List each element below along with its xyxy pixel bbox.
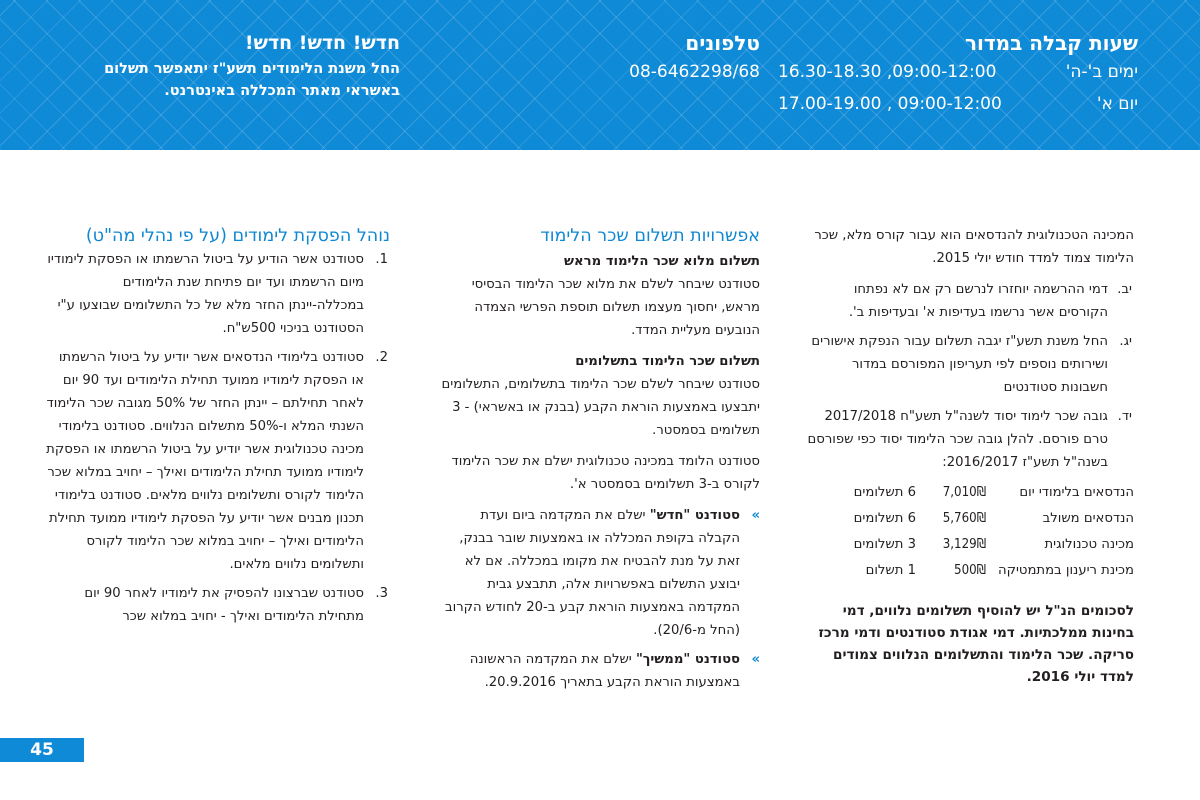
office-hours-block bbox=[778, 30, 1138, 120]
withdrawal-policy-column bbox=[45, 224, 390, 634]
fee-amount: 5,760₪ bbox=[942, 511, 986, 526]
full-payment-text: סטודנט שיבחר לשלם את מלוא שכר הלימוד הבסיסי מראש, יחסוך מעצמו תשלום תוספת הפרשי הצמדה הנובעים מעליית המדד. bbox=[471, 277, 760, 338]
installments-text: סטודנט שיבחר לשלם שכר הלימוד בתשלומים, התשלומים יתבצעו באמצעות הוראת הקבע (בבנק או באשראי) - 3 תשלומים בסמסטר. bbox=[441, 377, 760, 438]
prep-installments-text: סטודנט הלומד במכינה טכנולוגית ישלם את שכר הלימוד לקורס ב-3 תשלומים בסמסטר א'. bbox=[451, 454, 760, 492]
fees-note: לסכומים הנ"ל יש להוסיף תשלומים נלווים, דמי בחינות ממלכתיות. דמי אגודת סטודנטים ודמי מרכז סריקה. שכר הלימוד והתשלומים הנלווים צמודים למדד יולי 2016. bbox=[818, 603, 1134, 685]
fees-intro: המכינה הטכנולוגית להנדסאים הוא עבור קורס מלא, שכר הלימוד צמוד למדד חודש יולי 2015. bbox=[814, 228, 1134, 266]
phones-title: טלפונים bbox=[685, 31, 760, 55]
fee-amount: 3,129₪ bbox=[942, 537, 986, 552]
bullet-marker: » bbox=[751, 508, 760, 523]
fee-payments: 1 תשלום bbox=[865, 563, 916, 578]
phone-number: 08-6462298/68 bbox=[629, 62, 760, 82]
list-marker: 1. bbox=[375, 252, 388, 267]
fee-payments: 6 תשלומים bbox=[853, 485, 916, 500]
bullet-lead: סטודנט "ממשיך" bbox=[635, 652, 740, 667]
fee-amount: 500₪ bbox=[954, 563, 986, 578]
fees-rules-list bbox=[804, 278, 1134, 474]
office-hours-row bbox=[778, 56, 1138, 88]
news-text: החל משנת הלימודים תשע"ז יתאפשר תשלום באשראי מאתר המכללה באינטרנט. bbox=[104, 61, 400, 99]
office-hours-row bbox=[778, 88, 1138, 120]
table-row bbox=[804, 558, 1134, 584]
office-hours-times: 17.00-19.00 , 09:00-12:00 bbox=[778, 94, 1002, 114]
table-row bbox=[804, 480, 1134, 506]
withdrawal-policy-title: נוהל הפסקת לימודים (על פי נהלי מה"ט) bbox=[85, 226, 390, 246]
table-row bbox=[804, 506, 1134, 532]
list-text: דמי ההרשמה יוחזרו לנרשם רק אם לא נפתחו הקורסים אשר נרשמו בעדיפות א' ובעדיפות ב'. bbox=[848, 282, 1108, 320]
header-band bbox=[0, 0, 1200, 150]
list-text: סטודנט שברצונו להפסיק את לימודיו לאחר 90 יום מתחילת הלימודים ואילך - יחויב במלוא שכר bbox=[84, 586, 364, 624]
bullet-body: ישלם את המקדמה הראשונה באמצעות הוראת הקבע בתאריך 20.9.2016. bbox=[469, 652, 740, 690]
withdrawal-policy-list bbox=[45, 248, 390, 628]
fee-program: מכינה טכנולוגית bbox=[1044, 537, 1134, 552]
list-marker: יג. bbox=[1119, 334, 1132, 349]
payment-options-column bbox=[440, 224, 760, 700]
list-item bbox=[804, 405, 1134, 474]
office-hours-times: 16.30-18.30 ,09:00-12:00 bbox=[778, 62, 997, 82]
office-hours-days: ימים ב'-ה' bbox=[1065, 62, 1138, 82]
fees-table bbox=[804, 480, 1134, 584]
news-title: חדש! חדש! חדש! bbox=[244, 32, 400, 54]
list-item bbox=[45, 582, 390, 628]
news-block bbox=[70, 30, 400, 102]
list-text: החל משנת תשע"ז יגבה תשלום עבור הנפקת אישורים ושירותים נוספים לפי תעריפון המפורסם במדור חשבונות סטודנטים bbox=[811, 334, 1108, 395]
installments-heading: תשלום שכר הלימוד בתשלומים bbox=[575, 354, 760, 369]
bullet-text bbox=[440, 504, 740, 642]
list-marker: יב. bbox=[1117, 282, 1132, 297]
fee-amount: 7,010₪ bbox=[942, 485, 986, 500]
list-marker: יד. bbox=[1117, 409, 1132, 424]
list-marker: 3. bbox=[375, 586, 388, 601]
fee-program: הנדסאים משולב bbox=[1042, 511, 1134, 526]
list-text: סטודנט אשר הודיע על ביטול הרשמתו או הפסקת לימודיו מיום הרשמתו ועד יום פתיחת שנת הלימודים במכללה-יינתן החזר מלא של כל התשלומים שבוצעו ע"י הסטודנט בניכוי 500ש"ח. bbox=[47, 252, 364, 336]
bullet-marker: » bbox=[751, 652, 760, 667]
fee-program: מכינת ריענון במתמטיקה bbox=[997, 563, 1134, 578]
page-number: 45 bbox=[0, 738, 84, 762]
list-item bbox=[440, 504, 760, 642]
list-item bbox=[45, 248, 390, 340]
bullet-lead: סטודנט "חדש" bbox=[649, 508, 740, 523]
table-row bbox=[804, 532, 1134, 558]
fee-payments: 3 תשלומים bbox=[853, 537, 916, 552]
fee-payments: 6 תשלומים bbox=[853, 511, 916, 526]
list-text: גובה שכר לימוד יסוד לשנה"ל תשע"ח 2017/2018 טרם פורסם. להלן גובה שכר הלימוד יסוד כפי שפורסם בשנה"ל תשע"ז 2016/2017: bbox=[807, 409, 1108, 470]
bullet-text bbox=[440, 648, 740, 694]
fee-program: הנדסאים בלימודי יום bbox=[1019, 485, 1134, 500]
list-item bbox=[804, 278, 1134, 324]
list-item bbox=[440, 648, 760, 694]
student-bullets bbox=[440, 504, 760, 694]
list-item bbox=[804, 330, 1134, 399]
office-hours-days: יום א' bbox=[1096, 94, 1138, 114]
bullet-body: ישלם את המקדמה ביום ועדת הקבלה בקופת המכללה או באמצעות שובר בבנק, זאת על מנת להבטיח את מקומו במכללה. אם לא יבוצע התשלום באפשרויות אלה, תתבצע גבית המקדמה באמצעות הוראת קבע ב-20 לחודש הקרוב (החל מ-20/6). bbox=[444, 508, 740, 638]
phones-block bbox=[620, 30, 760, 88]
fees-column bbox=[804, 224, 1134, 688]
list-item bbox=[45, 346, 390, 576]
list-marker: 2. bbox=[375, 350, 388, 365]
list-text: סטודנט בלימודי הנדסאים אשר יודיע על ביטול הרשמתו או הפסקת לימודיו ממועד תחילת הלימודים ועד 90 יום לאחר תחילתם – יינתן החזר של 50% מגובה שכר הלימוד השנתי המלא ו-50% מתשלום הנלווים. סטודנט בלימודי מכינה טכנולוגית אשר יודיע על ביטול הרשמתו או הפסקת לימודיו ממועד תחילת הלימודים ואילך – יחויב במלוא שכר הלימוד לקורס ותשלומים נלווים מלאים. סטודנט בלימודי תכנון מבנים אשר יודיע על הפסקת לימודיו ממועד תחילת הלימודים ואילך – יחויב במלוא שכר הלימוד לקורס ותשלומים נלווים מלאים. bbox=[46, 350, 364, 572]
payment-options-title: אפשרויות תשלום שכר הלימוד bbox=[540, 226, 760, 246]
office-hours-title: שעות קבלה במדור bbox=[964, 31, 1138, 55]
full-payment-heading: תשלום מלוא שכר הלימוד מראש bbox=[564, 254, 760, 269]
